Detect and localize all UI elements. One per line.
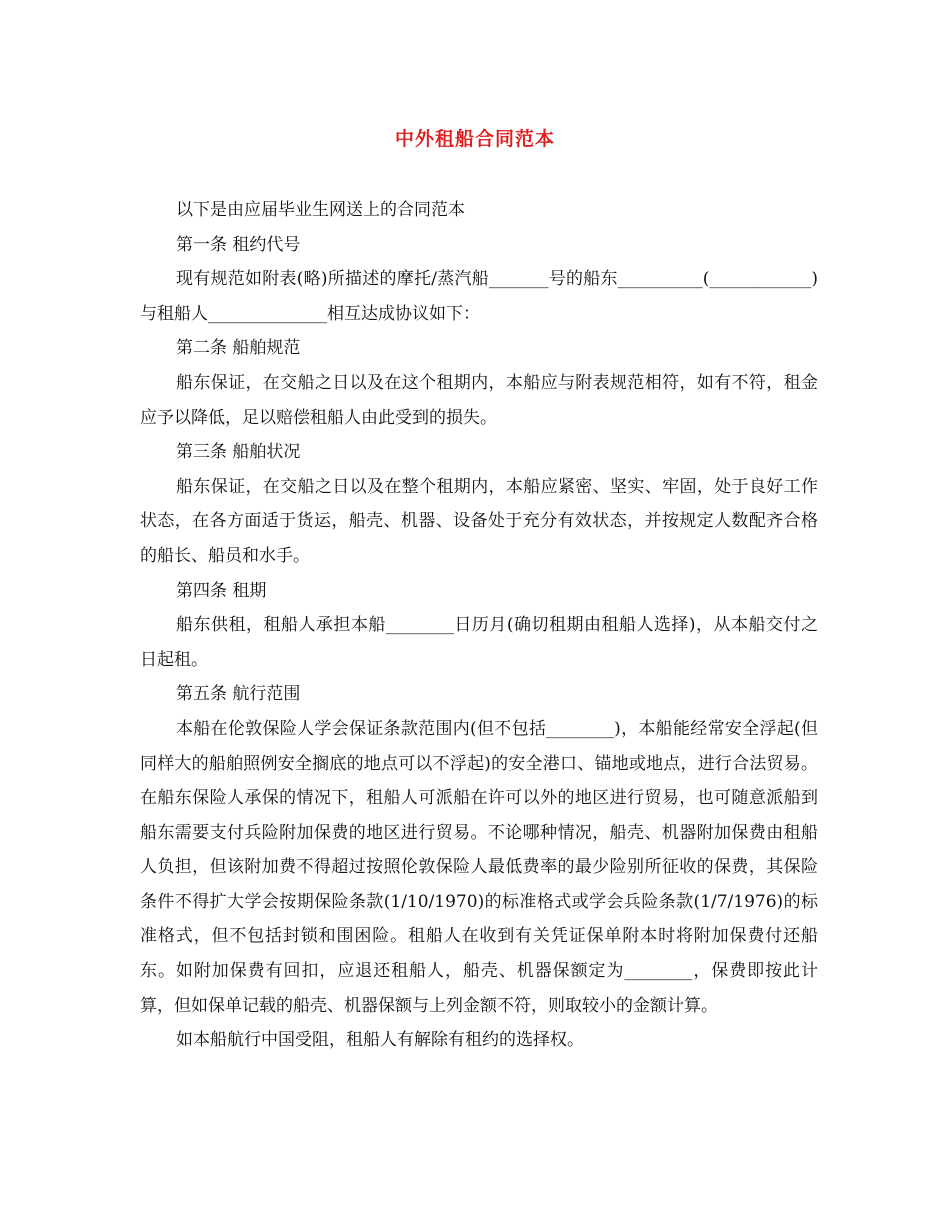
document-title: 中外租船合同范本 [394,128,555,150]
article-2-paragraph: 船东保证，在交船之日以及在这个租期内，本船应与附表规范相符，如有不符，租金应予以降低，足以赔偿租船人由此受到的损失。 [140,372,818,428]
document-body [140,193,818,1058]
article-1-paragraph: 现有规范如附表(略)所描述的摩托/蒸汽船_______号的船东__________(____________)与租船人______________相互达成协议如下： [140,269,818,324]
article-3-paragraph: 船东保证，在交船之日以及在整个租期内，本船应紧密、坚实、牢固，处于良好工作状态，在各方面适于货运，船壳、机器、设备处于充分有效状态，并按规定人数配齐合格的船长、船员和水手。 [140,476,818,566]
article-5-heading: 第五条 航行范围 [176,684,301,705]
intro-paragraph: 以下是由应届毕业生网送上的合同范本 [176,200,465,220]
article-4-paragraph: 船东供租，租船人承担本船________日历月(确切租期由租船人选择)，从本船交付之日起租。 [140,615,818,670]
article-5-paragraph: 本船在伦敦保险人学会保证条款范围内(但不包括________)，本船能经常安全浮起(但同样大的船舶照例安全搁底的地点可以不浮起)的安全港口、锚地或地点，进行合法贸易。在船东保险人承保的情况下，租船人可派船在许可以外的地区进行贸易，也可随意派船到船东需要支付兵险附加保费的地区进行贸易。不论哪种情况，船壳、机器附加保费由租船人负担，但该附加费不得超过按照伦敦保险人最低费率的最少险别所征收的保费，其保险条件不得扩大学会按期保险条款(1/10/1970)的标准格式或学会兵险条款(1/7/1976)的标准格式，但不包括封锁和围困险。租船人在收到有关凭证保单附本时将附加保费付还船东。如附加保费有回扣，应退还租船人，船壳、机器保额定为________，保费即按此计算，但如保单记载的船壳、机器保额与上列金额不符，则取较小的金额计算。 [140,718,818,1016]
article-3-heading: 第三条 船舶状况 [176,442,301,463]
article-4-heading: 第四条 租期 [176,580,267,601]
article-2-heading: 第二条 船舶规范 [176,338,301,359]
article-1-heading: 第一条 租约代号 [176,234,301,255]
article-5-paragraph-2: 如本船航行中国受阻，租船人有解除有租约的选择权。 [176,1030,584,1051]
